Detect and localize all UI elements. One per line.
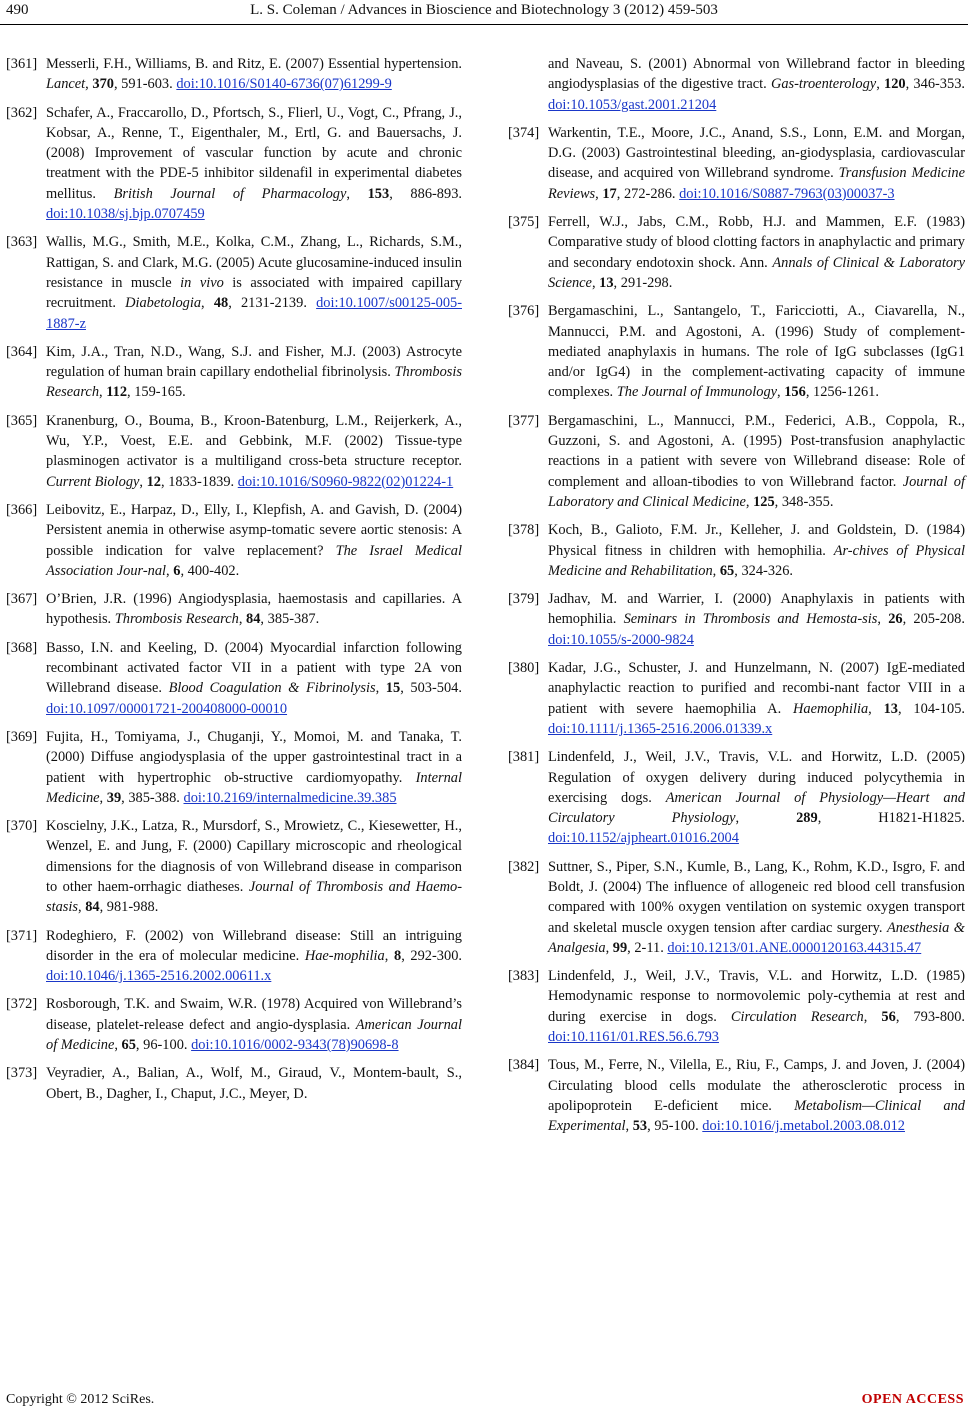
reference-entry [6,994,462,1055]
reference-text [46,342,462,403]
reference-text [46,727,462,808]
volume-number: 125 [753,493,775,510]
volume-number: 13 [883,700,898,717]
citation-text: is associated with impaired capillary recruitment. [46,274,463,312]
header-rule [0,24,968,25]
citation-text: Kim, J.A., Tran, N.D., Wang, S.J. and Fisher, M.J. (2003) Astrocyte regulation of human brain capillary endothelial fibrinolysis. [46,343,462,381]
volume-number: 99 [612,939,628,956]
citation-text: , [605,939,613,956]
reference-number: [370] [6,818,38,835]
citation-text: Koscielny, J.K., Latza, R., Mursdorf, S., Mrowietz, C., Kiesewetter, H., Wenzel, E. and Jung, F. (2000) Capillary microscopic and rheological dimensions for the diagnosis of von Willebrand disease in comparison to other haem-orrhagic diatheses. [46,818,462,895]
reference-entry [6,589,462,630]
reference-text [548,520,965,581]
doi-link[interactable]: doi:10.1097/00001721-200408000-00010 [46,700,288,717]
citation-text: , [777,384,785,401]
citation-text: Koch, B., Galioto, F.M. Jr., Kelleher, J. and Goldstein, D. (1984) Physical fitness in children with hemophilia. [548,522,965,559]
volume-number: 112 [106,384,128,401]
reference-entry [508,1055,965,1136]
doi-link[interactable]: doi:10.1007/s00125-005-1887-z [46,295,462,332]
citation-text: , 96-100. [135,1037,192,1054]
reference-number: [377] [508,412,540,429]
reference-text [46,926,462,987]
journal-title: Thrombosis Research [46,364,462,401]
citation-text: , 346-353. [905,76,965,93]
reference-number: [365] [6,412,38,429]
reference-column-left [6,54,462,1112]
reference-text [548,301,965,402]
journal-title: The Journal of Immunology [616,384,778,401]
citation-text: Kranenburg, O., Bouma, B., Kroon-Batenburg, L.M., Reijerkerk, A., Wu, Y.P., Voest, E.E. and Gebbink, M.F. (2002) Tissue-type plasminogen activator is a multiligand cross-beta structure receptor. [46,412,462,470]
journal-title: Transfusion Medicine Reviews [548,165,965,202]
reference-text [548,658,965,739]
citation-text: Kadar, J.G., Schuster, J. and Hunzelmann, N. (2007) IgE-mediated anaphylactic reaction to purified and recombi-nant factor VIII in a patient with severe haemophilia A. [548,660,965,717]
doi-link[interactable]: doi:10.1016/j.metabol.2003.08.012 [702,1118,905,1135]
citation-text: , 503-504. [400,680,462,697]
citation-text: , 1833-1839. [161,473,238,490]
reference-text [46,411,462,492]
reference-text [548,1055,965,1136]
volume-number: 13 [599,274,614,291]
reference-entry [6,411,462,492]
reference-entry [508,857,965,958]
volume-number: 8 [393,947,402,964]
reference-number: [382] [508,858,540,875]
citation-text: , 2131-2139. [228,295,317,312]
citation-text: , [201,295,214,312]
doi-link[interactable]: doi:10.1055/s-2000-9824 [548,631,694,648]
reference-entry [6,500,462,581]
citation-text: , [863,1008,882,1025]
citation-text: Ferrell, W.J., Jabs, C.M., Robb, H.J. and Mammen, E.F. (1983) Comparative study of blood clotting factors in anaphylactic and primary and secondary endotoxin shock. Ann. [548,214,965,271]
citation-text: , 95-100. [647,1118,703,1135]
reference-number: [366] [6,501,38,518]
doi-link[interactable]: doi:10.1016/0002-9343(78)90698-8 [191,1037,399,1054]
reference-number: [376] [508,303,540,320]
citation-text: Suttner, S., Piper, S.N., Kumle, B., Lang, K., Rohm, K.D., Isgro, F. and Boldt, J. (2004) The influence of allogeneic red blood cell transfusion compared with 100% oxygen ventilation on systemic oxygen transport and skeletal muscle oxygen tension after cardiac surgery. [548,858,965,936]
citation-text: Jadhav, M. and Warrier, I. (2000) Anaphylaxis in patients with hemophilia. [548,591,965,628]
citation-text: Bergamaschini, L., Santangelo, T., Faricciotti, A., Ciavarella, N., Mannucci, P.M. and Agostoni, A. (1996) Study of complement-mediated anaphylaxis in humans. The role of IgG subclasses (IgG1 and/or IgG4) in the complement-activating capacity of immune complexes. [548,303,965,401]
citation-text: , [78,899,86,916]
volume-number: 6 [173,562,181,579]
reference-text [548,857,965,958]
reference-entry [508,123,965,204]
reference-entry [508,212,965,293]
citation-text: Fujita, H., Tomiyama, J., Chuganji, Y., Momoi, M. and Tanaka, T. (2000) Diffuse angiodysplasia of the upper gastrointestinal tract in a patient with hypertrophic ob-structive cardiomyopathy. [46,728,462,786]
citation-text: Leibovitz, E., Harpaz, D., Elly, I., Klepfish, A. and Gavish, D. (2004) Persistent anemia in otherwise asymp-tomatic severe aortic stenosis: A possible indication for valve replacement? [46,501,462,559]
volume-number: 17 [602,185,617,202]
citation-text: Basso, I.N. and Keeling, D. (2004) Myocardial infarction following recombinant activated factor VII in a patient with type 2A von Willebrand disease. [46,639,462,697]
citation-text: , 291-298. [613,274,673,291]
citation-text: Warkentin, T.E., Moore, J.C., Anand, S.S., Lonn, E.M. and Morgan, D.G. (2003) Gastrointestinal bleeding, an-giodysplasia, cardiovascular disease, and acquired von Willebrand syndrome. [548,124,965,182]
volume-number: 370 [92,76,114,93]
citation-text: , 793-800. [895,1008,966,1025]
reference-number: [384] [508,1057,540,1074]
journal-title: Haemophilia [793,700,869,717]
doi-link[interactable]: doi:10.1111/j.1365-2516.2006.01339.x [548,720,773,737]
citation-text: , [384,947,394,964]
reference-entry [508,966,965,1047]
citation-text: , 981-988. [99,899,159,916]
citation-text: and Naveau, S. (2001) Abnormal von Willebrand factor in bleeding angiodysplasias of the digestive tract. [548,56,965,93]
reference-text [548,589,965,650]
reference-number: [362] [6,104,38,121]
reference-number: [371] [6,927,38,944]
reference-entry [508,589,965,650]
citation-text: , [595,185,603,202]
volume-number: 53 [632,1118,648,1135]
reference-entry [6,638,462,719]
citation-text: Lindenfeld, J., Weil, J.V., Travis, V.L. and Horwitz, L.D. (2005) Regulation of oxygen delivery during induced polycythemia in exercising dogs. [548,749,965,806]
journal-title: The Israel Medical Association Jour-nal [46,542,462,579]
reference-number: [361] [6,56,38,72]
volume-number: 84 [246,611,261,628]
citation-text: Bergamaschini, L., Mannucci, P.M., Federici, A.B., Coppola, R., Guzzoni, S. and Agostoni, A. (1995) Post-transfusion anaphylactic reactions in a patient with severe von Willebrand disease: Role of complement and alloan-tibodies to von Willebrand factor. [548,412,965,490]
reference-number: [379] [508,591,540,608]
journal-title: in vivo [180,274,224,291]
citation-text: , 400-402. [180,562,240,579]
journal-title: American Journal of Physiology—Heart and Circulatory Physiology [548,789,965,827]
reference-number: [375] [508,214,540,231]
journal-title: Seminars in Thrombosis and Hemosta-sis [623,611,878,628]
citation-text: , [745,493,754,510]
journal-title: Diabetologia [125,295,202,312]
citation-text: , [712,562,720,579]
citation-text: , [99,384,107,401]
journal-title: Annals of Clinical & Laboratory Science [548,254,965,291]
journal-title: Lancet [46,76,86,93]
journal-title: Hae-mophilia [304,947,385,964]
citation-text: , H1821-H1825. [817,810,965,827]
volume-number: 48 [213,295,229,312]
doi-link[interactable]: doi:10.1053/gast.2001.21204 [548,96,717,113]
citation-text: Messerli, F.H., Williams, B. and Ritz, E. (2007) Essential hypertension. [46,56,462,72]
journal-title: British Journal of Pharmacology [113,185,347,202]
doi-link[interactable]: doi:10.1016/S0960-9822(02)01224-1 [237,473,454,490]
reference-entry [508,54,965,115]
reference-text [548,212,965,293]
reference-text [46,103,462,225]
journal-title: Thrombosis Research [114,611,239,628]
reference-entry [6,342,462,403]
citation-text: , [877,611,889,628]
reference-number: [378] [508,522,540,539]
citation-text: , [625,1118,633,1135]
reference-entry [508,411,965,512]
citation-text: Tous, M., Ferre, N., Vilella, E., Riu, F., Camps, J. and Joven, J. (2004) Circulating blood cells modulate the atherosclerotic process in apolipoprotein E-deficient mice. [548,1057,965,1114]
citation-text: , 324-326. [734,562,794,579]
reference-text [548,123,965,204]
journal-title: Internal Medicine [46,769,462,806]
volume-number: 120 [884,76,906,93]
citation-text: Lindenfeld, J., Weil, J.V., Travis, V.L. and Horwitz, L.D. (1985) Hemodynamic response to normovolemic poly-cythemia at rest and during exercise in dogs. [548,968,965,1025]
reference-text [46,1063,462,1104]
journal-title: Blood Coagulation & Fibrinolysis [168,680,376,697]
volume-number: 65 [719,562,735,579]
journal-title: Ar-chives of Physical Medicine and Rehabilitation [548,542,965,579]
reference-entry [508,747,965,848]
copyright-notice: Copyright © 2012 SciRes. [6,1392,155,1407]
reference-text [46,816,462,917]
reference-number: [368] [6,639,38,656]
volume-number: 15 [385,680,401,697]
volume-number: 289 [796,810,818,827]
journal-title: Metabolism—Clinical and Experimental [548,1097,965,1135]
citation-text: Wallis, M.G., Smith, M.E., Kolka, C.M., Zhang, L., Richards, S.M., Rattigan, S. and Clark, M.G. (2005) Acute glucosamine-induced insulin resistance in muscle [46,234,462,291]
citation-text: , [876,76,885,93]
citation-text: , [591,274,600,291]
reference-number: [373] [6,1065,38,1082]
citation-text: O’Brien, J.R. (1996) Angiodysplasia, haemostasis and capillaries. A hypothesis. [46,591,462,628]
reference-text [46,994,462,1055]
reference-text [548,966,965,1047]
reference-entry [508,658,965,739]
reference-entry [6,926,462,987]
citation-text: , [735,810,797,827]
journal-title: Journal of Laboratory and Clinical Medicine [548,473,965,510]
reference-entry [6,103,462,225]
reference-text [46,54,462,95]
citation-text: , [85,76,93,93]
reference-number: [374] [508,124,540,141]
reference-text [46,638,462,719]
journal-title: Current Biology [46,473,140,490]
volume-number: 65 [121,1037,136,1054]
citation-text: , [166,562,174,579]
reference-number: [364] [6,343,38,360]
reference-number: [369] [6,728,38,745]
citation-text: , 272-286. [616,185,680,202]
reference-text [548,411,965,512]
citation-text: , [238,611,247,628]
volume-number: 12 [146,473,161,490]
doi-link[interactable]: doi:10.1038/sj.bjp.0707459 [46,206,205,223]
citation-text: , [114,1037,122,1054]
citation-text: Rosborough, T.K. and Swaim, W.R. (1978) Acquired von Willebrand’s disease, platelet-release defect and angio-dysplasia. [46,996,462,1033]
citation-text: , [868,700,884,717]
doi-link[interactable]: doi:10.1152/ajpheart.01016.2004 [548,830,739,847]
reference-number: [383] [508,968,540,985]
citation-text: , 2-11. [627,939,668,956]
citation-text: , 385-387. [260,611,320,628]
volume-number: 153 [367,185,390,202]
doi-link[interactable]: doi:10.1016/S0140-6736(07)61299-9 [176,76,392,93]
citation-text: , [139,473,147,490]
journal-title: Gas-troenterology [770,76,877,93]
doi-link[interactable]: doi:10.1046/j.1365-2516.2002.00611.x [46,968,272,985]
journal-title: Circulation Research [730,1008,864,1025]
reference-text [46,500,462,581]
reference-column-right [508,54,965,1145]
citation-text: , 104-105. [898,700,965,717]
doi-link[interactable]: doi:10.1016/S0887-7963(03)00037-3 [679,185,895,202]
volume-number: 26 [888,611,903,628]
volume-number: 84 [85,899,100,916]
reference-text [548,54,965,115]
citation-text: , 385-388. [121,789,184,806]
reference-entry [6,54,462,95]
reference-entry [6,727,462,808]
reference-number: [372] [6,996,38,1013]
reference-number: [380] [508,660,540,677]
reference-entry [508,301,965,402]
reference-entry [6,232,462,333]
reference-text [548,747,965,848]
reference-number [508,54,548,115]
journal-title: American Journal of Medicine [46,1016,462,1054]
reference-entry [6,816,462,917]
reference-text [46,589,462,630]
reference-number: [381] [508,749,540,766]
citation-text: , 591-603. [113,76,177,93]
doi-link[interactable]: doi:10.1161/01.RES.56.6.793 [548,1029,719,1046]
journal-title: Journal of Thrombosis and Haemo-stasis [46,878,462,916]
reference-number: [367] [6,591,38,608]
journal-title: Anesthesia & Analgesia [548,919,965,956]
reference-number: [363] [6,234,38,251]
reference-entry [508,520,965,581]
citation-text: Veyradier, A., Balian, A., Wolf, M., Giraud, V., Montem-bault, S., Obert, B., Dagher, I., Chaput, J.C., Meyer, D. [46,1065,462,1102]
citation-text: , 348-355. [774,493,834,510]
doi-link[interactable]: doi:10.2169/internalmedicine.39.385 [183,789,397,806]
page-number: 490 [6,2,29,18]
citation-text: , 886-893. [389,185,462,202]
volume-number: 156 [784,384,806,401]
citation-text: , 292-300. [401,947,462,964]
citation-text: Rodeghiero, F. (2002) von Willebrand disease: Still an intriguing disorder in the era of molecular medicine. [46,927,462,964]
citation-text: , 159-165. [127,384,186,401]
running-head: L. S. Coleman / Advances in Bioscience and Biotechnology 3 (2012) 459-503 [250,2,718,18]
citation-text: , 1256-1261. [805,384,879,401]
citation-text: , [99,789,107,806]
doi-link[interactable]: doi:10.1213/01.ANE.0000120163.44315.47 [667,939,922,956]
volume-number: 39 [106,789,122,806]
reference-entry [6,1063,462,1104]
citation-text: , [375,680,386,697]
reference-text [46,232,462,333]
citation-text: Schafer, A., Fraccarollo, D., Pfortsch, S., Flierl, U., Vogt, C., Pfrang, J., Kobsar, A., Renne, T., Eigenthaler, M., Ertl, G. and Bauersachs, J. (2008) Improvement of vascular function by acute and chronic treatment with the PDE-5 inhibitor sildenafil in experimental diabetes mellitus. [46,104,462,202]
citation-text: , [346,185,368,202]
citation-text: , 205-208. [902,611,965,628]
open-access-label: OPEN ACCESS [861,1392,964,1407]
volume-number: 56 [881,1008,896,1025]
